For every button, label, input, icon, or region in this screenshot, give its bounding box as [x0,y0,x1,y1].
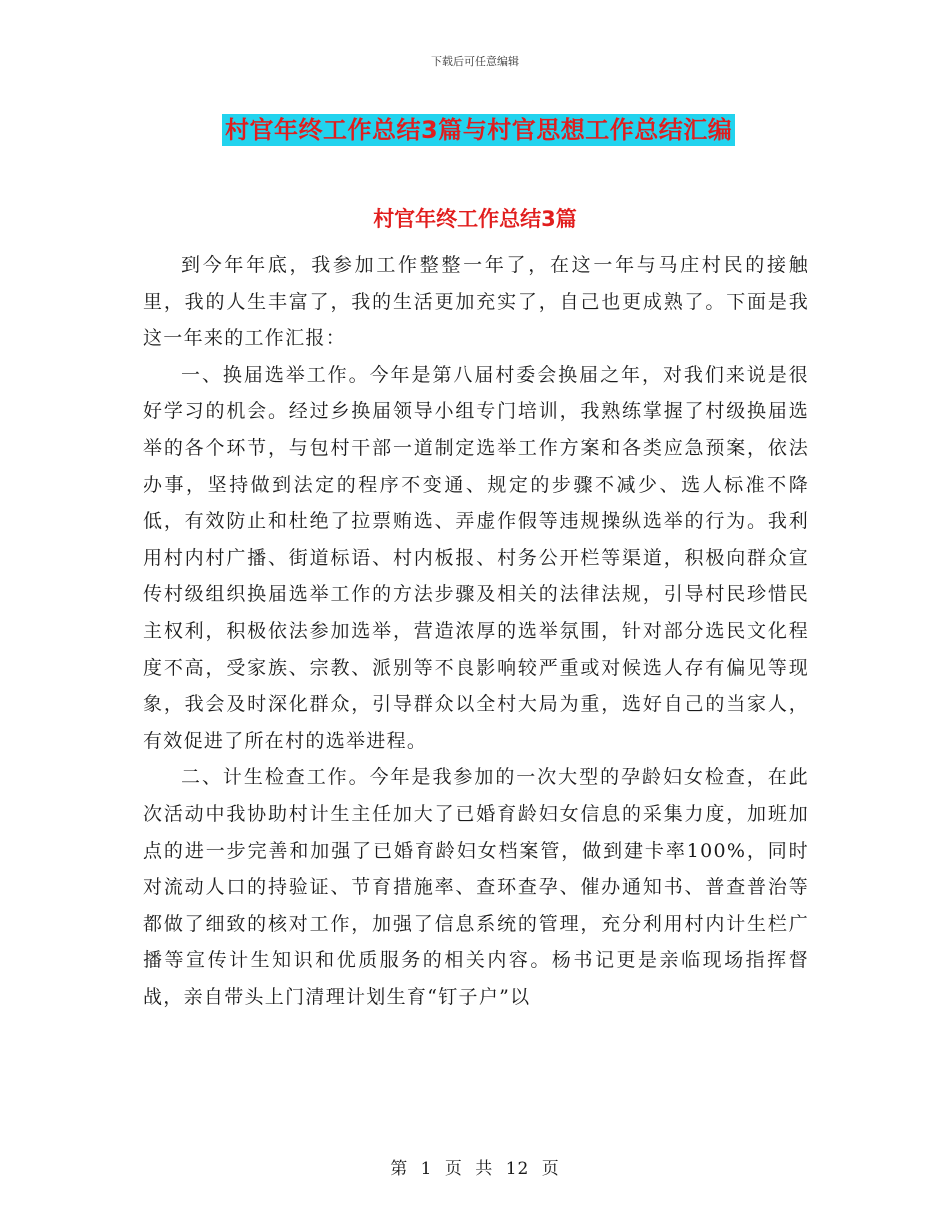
paragraph-family-planning-check: 二、计生检查工作。今年是我参加的一次大型的孕龄妇女检查，在此次活动中我协助村计生主任加大了已婚育龄妇女信息的采集力度，加班加点的进一步完善和加强了已婚育龄妇女档案管，做到建卡率100%，同时对流动人口的持验证、节育措施率、查环查孕、催办通知书、普查普治等都做了细致的核对工作，加强了信息系统的管理，充分利用村内计生栏广播等宣传计生知识和优质服务的相关内容。杨书记更是亲临现场指挥督战，亲自带头上门清理计划生育“钉子户”以 [143,766,809,1008]
page-label-prefix: 第 [390,1159,409,1179]
page-label-total-prefix: 共 [475,1159,494,1179]
document-main-title: 村官年终工作总结3篇与村官思想工作总结汇编 [222,114,735,146]
page-label-suffix: 页 [541,1159,560,1179]
page-label-mid: 页 [444,1159,463,1179]
paragraph-election-work: 一、换届选举工作。今年是第八届村委会换届之年，对我们来说是很好学习的机会。经过乡换届领导小组专门培训，我熟练掌握了村级换届选举的各个环节，与包村干部一道制定选举工作方案和各类应急预案，依法办事，坚持做到法定的程序不变通、规定的步骤不减少、选人标准不降低，有效防止和杜绝了拉票贿选、弄虚作假等违规操纵选举的行为。我利用村内村广播、街道标语、村内板报、村务公开栏等渠道，积极向群众宣传村级组织换届选举工作的方法步骤及相关的法律法规，引导村民珍惜民主权利，积极依法参加选举，营造浓厚的选举氛围，针对部分选民文化程度不高，受家族、宗教、派别等不良影响较严重或对候选人存有偏见等现象，我会及时深化群众，引导群众以全村大局为重，选好自己的当家人，有效促进了所在村的选举进程。 [143,363,809,752]
header-note: 下载后可任意编辑 [431,55,519,68]
page-footer [0,1154,950,1179]
page-current: 1 [420,1159,433,1179]
page-total: 12 [505,1159,530,1179]
paragraph-intro: 到今年年底，我参加工作整整一年了，在这一年与马庄村民的接触里，我的人生丰富了，我的生活更加充实了，自己也更成熟了。下面是我这一年来的工作汇报： [143,254,809,350]
section-title: 村官年终工作总结3篇 [373,207,577,231]
document-body [143,247,809,1015]
